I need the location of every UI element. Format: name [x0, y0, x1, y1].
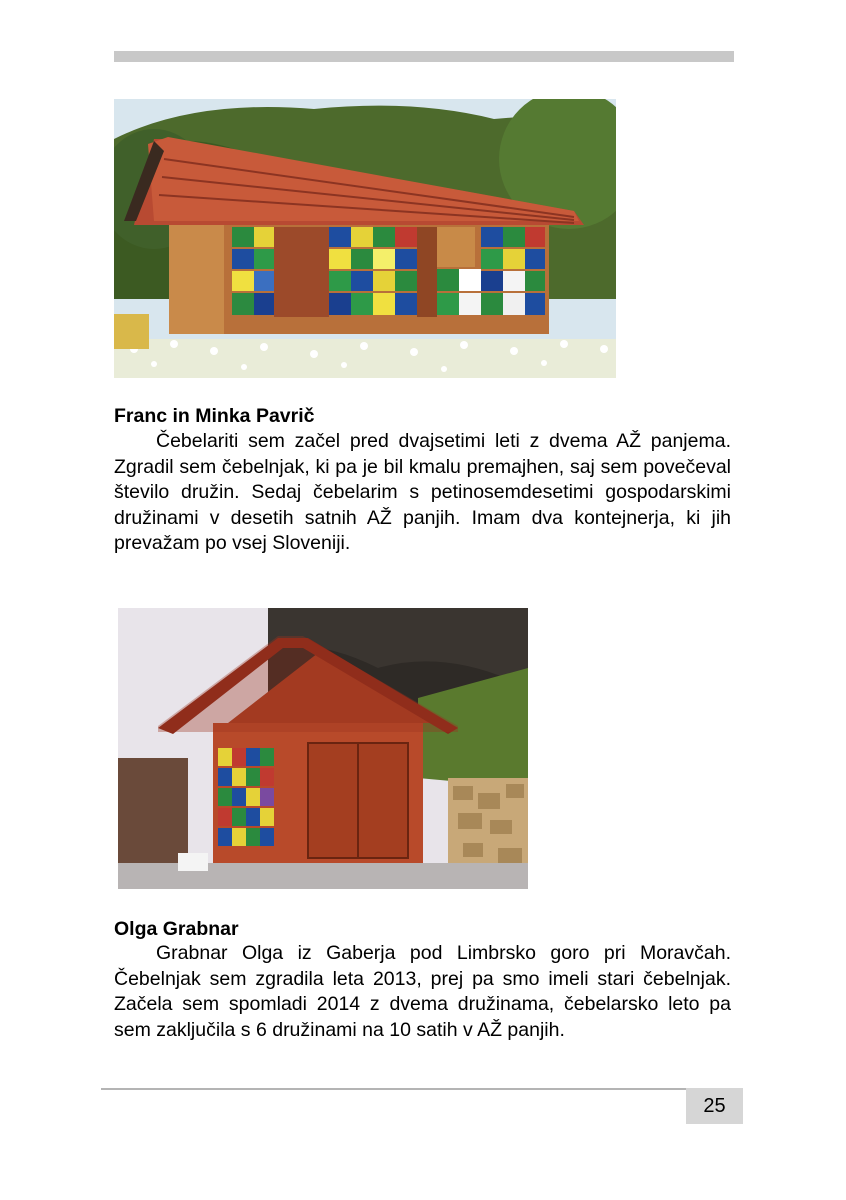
section-heading-pavric: Franc in Minka Pavrič: [114, 405, 315, 427]
beehouse-photo-grabnar: [118, 608, 528, 889]
section-body-pavric: Čebelariti sem začel pred dvajsetimi leti z dvema AŽ panjema. Zgradil sem čebelnjak, ki pa je bil kmalu premajhen, saj sem povečeval število družin. Sedaj čebelarim s petinosemdesetimi gospodarskimi družinami v desetih satnih AŽ panjih. Imam dva kontejnerja, ki jih prevažam po vsej Sloveniji.: [114, 430, 731, 555]
footer-rule: [101, 1088, 743, 1090]
section-body-grabnar: Grabnar Olga iz Gaberja pod Limbrsko goro pri Moravčah. Čebelnjak sem zgradila leta 2013, prej pa smo imeli stari čebelnjak. Začela sem spomladi 2014 z dvema družinama, čebelarsko leto pa sem zaključila s 6 družinami na 10 satih v AŽ panjih.: [114, 942, 731, 1041]
section-heading-grabnar: Olga Grabnar: [114, 918, 239, 940]
page-number-label: 25: [703, 1094, 726, 1117]
beehouse-photo-pavric: [114, 99, 616, 378]
header-rule: [114, 51, 734, 62]
page-number: [686, 1088, 743, 1124]
